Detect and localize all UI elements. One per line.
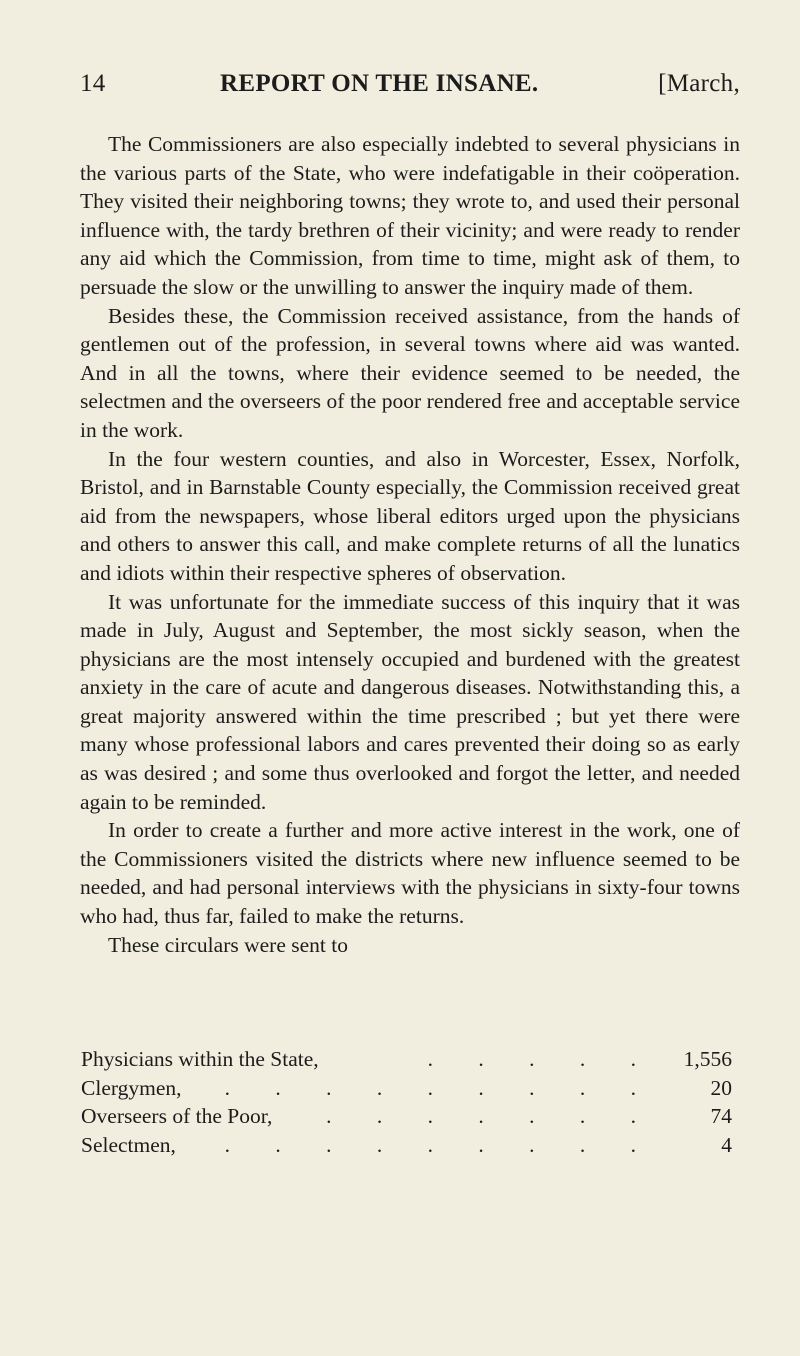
- paragraph: It was unfortunate for the immediate success of this inquiry that it was made in July, August and September, the most sickly season, when the physicians are the most intensely occupied and burdened with the greatest anxiety in the care of acute and dangerous diseases. Notwithstanding this, a great majority answered within the time prescribed ; but yet there were many whose professional labors and cares prevented their doing so as early as was desired ; and some thus overlooked and forgot the letter, and needed again to be reminded.: [80, 589, 740, 814]
- row-value: 74: [710, 1104, 732, 1129]
- table-row: [81, 1131, 732, 1160]
- paragraph: In the four western counties, and also in Worcester, Essex, Norfolk, Bristol, and in Barnstable County especially, the Commission received great aid from the newspapers, whose liberal editors urged upon the physicians and others to answer this call, and make complete returns of all the lunatics and idiots within their respective spheres of observation.: [80, 446, 740, 585]
- page-number: 14: [80, 70, 106, 97]
- running-header: [80, 70, 740, 110]
- paragraph: Besides these, the Commission received assistance, from the hands of gentlemen out of the profession, in several towns where aid was wanted. And in all the towns, where their evidence seemed to be needed, the selectmen and the overseers of the poor rendered free and acceptable service in the work.: [80, 303, 740, 442]
- leader-dots: . . . . . . . . .: [224, 1075, 656, 1100]
- row-value: 20: [710, 1075, 732, 1100]
- row-value: 4: [721, 1132, 732, 1157]
- paragraph: In order to create a further and more active interest in the work, one of the Commissioners visited the districts where new influence seemed to be needed, and had personal interviews with the physicians in sixty-four towns who had, thus far, failed to make the returns.: [80, 818, 740, 929]
- leader-dots: . . . . .: [427, 1047, 656, 1071]
- running-date: [March,: [658, 70, 740, 97]
- paragraph: These circulars were sent to: [108, 932, 348, 957]
- running-title: REPORT ON THE INSANE.: [220, 70, 539, 97]
- row-label: Overseers of the Poor,: [81, 1104, 273, 1129]
- body-text: [80, 130, 740, 959]
- row-label: Physicians within the State,: [81, 1047, 319, 1071]
- row-value: 1,556: [683, 1047, 732, 1071]
- table-row: [81, 1102, 732, 1131]
- table-row: [81, 1045, 732, 1074]
- row-label: Clergymen,: [81, 1075, 182, 1100]
- leader-dots: . . . . . . . . .: [224, 1132, 656, 1157]
- leader-dots: . . . . . . .: [326, 1104, 656, 1129]
- table-row: [81, 1074, 732, 1103]
- paragraph: The Commissioners are also especially indebted to several physicians in the various parts of the State, who were indefatigable in their coöperation. They visited their neighboring towns; they wrote to, and used their personal influence with, the tardy brethren of their vicinity; and were ready to render any aid which the Commission, from time to time, might ask of them, to persuade the slow or the unwilling to answer the inquiry made of them.: [80, 132, 740, 299]
- row-label: Selectmen,: [81, 1132, 176, 1157]
- circulars-table: [81, 1045, 732, 1159]
